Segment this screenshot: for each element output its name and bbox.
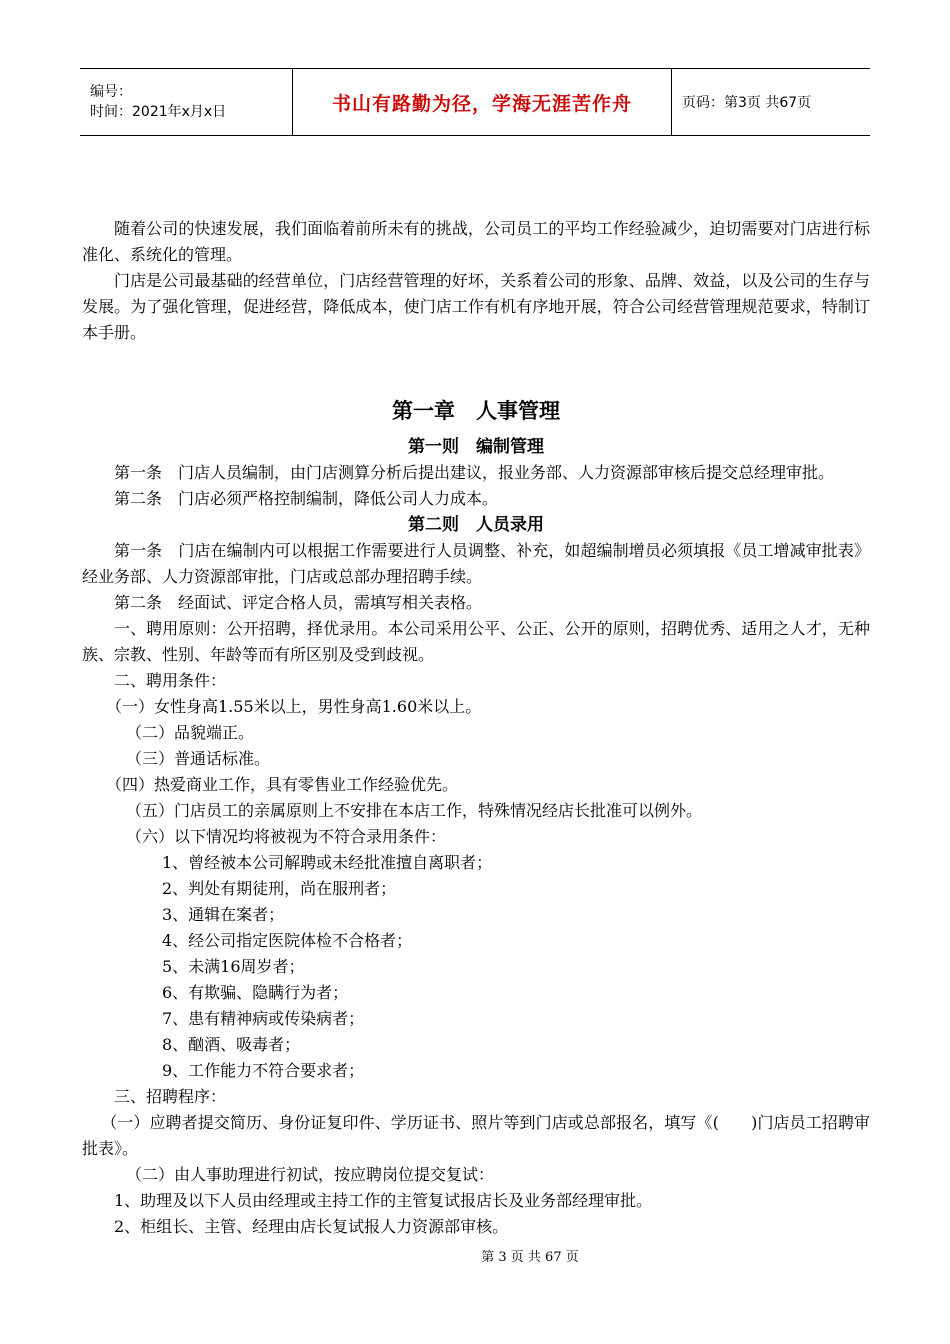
section-title-recruitment: 第二则 人员录用: [408, 515, 544, 535]
page-header: [80, 68, 870, 136]
header-motto: 书山有路勤为径，学海无涯苦作舟: [293, 69, 672, 136]
condition-item: （一）女性身高1.55米以上，男性身高1.60米以上。: [106, 697, 482, 716]
exclusion-item: 8、酗酒、吸毒者；: [162, 1035, 301, 1054]
intro-paragraph-1: 随着公司的快速发展，我们面临着前所未有的挑战，公司员工的平均工作经验减少，迫切需要对门店进行标准化、系统化的管理。: [82, 219, 870, 264]
condition-item: （三）普通话标准。: [126, 749, 271, 768]
intro-paragraph-2: 门店是公司最基础的经营单位，门店经营管理的好坏，关系着公司的形象、品牌、效益，以及公司的生存与发展。为了强化管理，促进经营，降低成本，使门店工作有机有序地开展，符合公司经营管理规范要求，特制订本手册。: [82, 271, 870, 342]
condition-item: （二）品貌端正。: [126, 723, 255, 742]
condition-item: （六）以下情况均将被视为不符合录用条件：: [126, 827, 447, 846]
article-paragraph: 第二条 经面试、评定合格人员，需填写相关表格。: [114, 593, 483, 612]
exclusion-item: 1、曾经被本公司解聘或未经批准擅自离职者；: [162, 853, 493, 872]
header-page-info: 页码：第3页 共67页: [672, 69, 871, 136]
procedure-title: 三、招聘程序：: [114, 1087, 227, 1106]
chapter-title: 第一章 人事管理: [392, 399, 560, 423]
document-number: 编号：: [90, 84, 132, 100]
condition-item: （五）门店员工的亲属原则上不安排在本店工作，特殊情况经店长批准可以例外。: [126, 801, 703, 820]
procedure-item: 1、助理及以下人员由经理或主持工作的主管复试报店长及业务部经理审批。: [114, 1191, 653, 1210]
exclusion-item: 9、工作能力不符合要求者；: [162, 1061, 365, 1080]
section-title-staffing: 第一则 编制管理: [408, 437, 544, 457]
exclusion-item: 4、经公司指定医院体检不合格者；: [162, 931, 413, 950]
document-date: 时间：2021年x月x日: [90, 104, 227, 120]
header-left-cell: [80, 69, 293, 136]
article-paragraph: 第一条 门店人员编制，由门店测算分析后提出建议，报业务部、人力资源部审核后提交总经理审批。: [114, 463, 835, 482]
procedure-item: （一）应聘者提交简历、身份证复印件、学历证书、照片等到门店或总部报名，填写《( )门店员工招聘审批表》。: [82, 1113, 870, 1158]
exclusion-item: 7、患有精神病或传染病者；: [162, 1009, 365, 1028]
exclusion-item: 5、未满16周岁者；: [162, 957, 305, 976]
article-paragraph: 第二条 门店必须严格控制编制，降低公司人力成本。: [114, 489, 499, 508]
article-paragraph: 二、聘用条件：: [114, 671, 227, 690]
procedure-item: （二）由人事助理进行初试，按应聘岗位提交复试：: [126, 1165, 495, 1184]
exclusion-item: 6、有欺骗、隐瞒行为者；: [162, 983, 349, 1002]
article-paragraph: 一、聘用原则：公开招聘，择优录用。本公司采用公平、公正、公开的原则，招聘优秀、适用之人才，无种族、宗教、性别、年龄等而有所区别及受到歧视。: [82, 619, 870, 664]
exclusion-item: 2、判处有期徒刑，尚在服刑者；: [162, 879, 397, 898]
page-footer: 第 3 页 共 67 页: [481, 1250, 579, 1265]
exclusion-item: 3、通辑在案者；: [162, 905, 285, 924]
article-paragraph: 第一条 门店在编制内可以根据工作需要进行人员调整、补充，如超编制增员必须填报《员工增减审批表》经业务部、人力资源部审批，门店或总部办理招聘手续。: [82, 541, 870, 586]
condition-item: （四）热爱商业工作，具有零售业工作经验优先。: [106, 775, 459, 794]
procedure-item: 2、柜组长、主管、经理由店长复试报人力资源部审核。: [114, 1217, 509, 1236]
document-body: [82, 216, 870, 1240]
